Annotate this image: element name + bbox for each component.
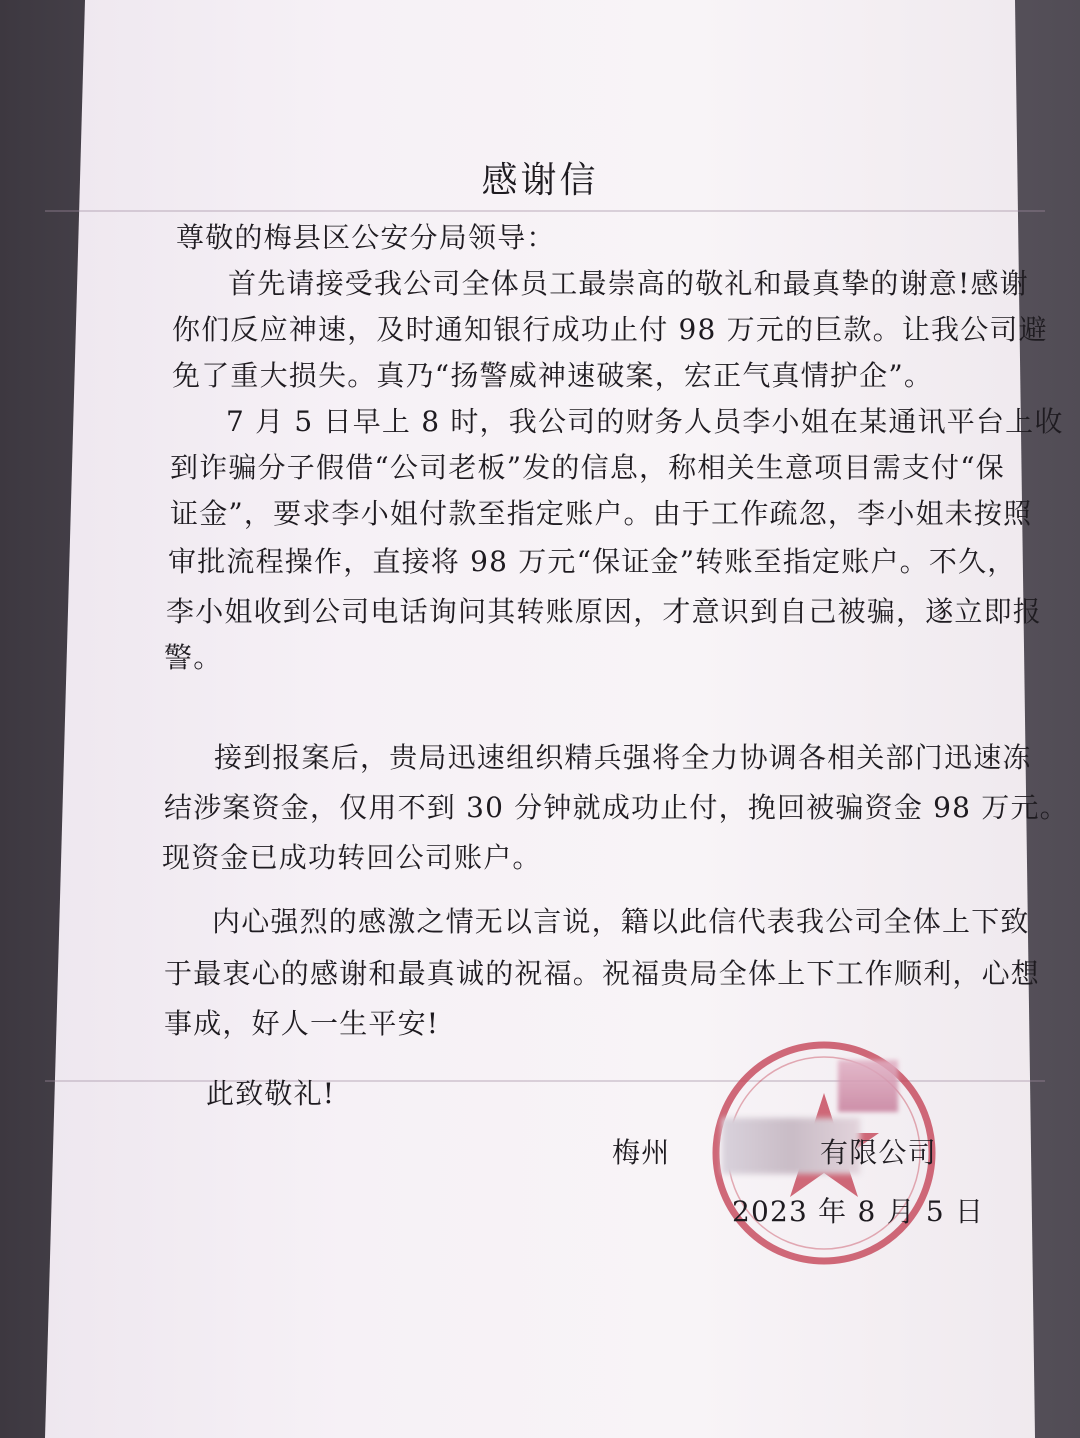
body-line: 李小姐收到公司电话询问其转账原因，才意识到自己被骗，遂立即报 [166, 595, 1043, 628]
sender-prefix: 梅州 [612, 1136, 671, 1169]
body-line: 警。 [164, 641, 223, 674]
body-line: 你们反应神速，及时通知银行成功止付 98 万元的巨款。让我公司避 [172, 313, 1048, 346]
closing: 此致敬礼! [206, 1077, 336, 1110]
body-line: 事成，好人一生平安! [164, 1007, 440, 1040]
body-line: 结涉案资金，仅用不到 30 分钟就成功止付，挽回被骗资金 98 万元。 [164, 791, 1069, 824]
letter-date: 2023 年 8 月 5 日 [732, 1195, 985, 1228]
paper-fold-line [45, 210, 1045, 212]
sender-suffix: 有限公司 [820, 1136, 937, 1169]
body-line: 于最衷心的感谢和最真诚的祝福。祝福贵局全体上下工作顺利，心想 [164, 957, 1041, 990]
salutation: 尊敬的梅县区公安分局领导： [176, 221, 556, 254]
body-line: 现资金已成功转回公司账户。 [162, 841, 542, 874]
body-line: 审批流程操作，直接将 98 万元“保证金”转账至指定账户。不久， [168, 545, 1017, 578]
redacted-area [838, 1060, 898, 1112]
body-line: 到诈骗分子假借“公司老板”发的信息，称相关生意项目需支付“保 [170, 451, 1005, 484]
letter-title: 感谢信 [481, 160, 599, 201]
body-line: 证金”，要求李小姐付款至指定账户。由于工作疏忽，李小姐未按照 [170, 497, 1033, 530]
body-line: 内心强烈的感激之情无以言说，籍以此信代表我公司全体上下致 [212, 905, 1030, 938]
body-line: 免了重大损失。真乃“扬警威神速破案，宏正气真情护企”。 [172, 359, 934, 392]
body-line: 7 月 5 日早上 8 时，我公司的财务人员李小姐在某通讯平台上收 [226, 405, 1064, 438]
body-line: 首先请接受我公司全体员工最崇高的敬礼和最真挚的谢意!感谢 [228, 267, 1029, 300]
body-line: 接到报案后，贵局迅速组织精兵强将全力协调各相关部门迅速冻 [214, 741, 1032, 774]
